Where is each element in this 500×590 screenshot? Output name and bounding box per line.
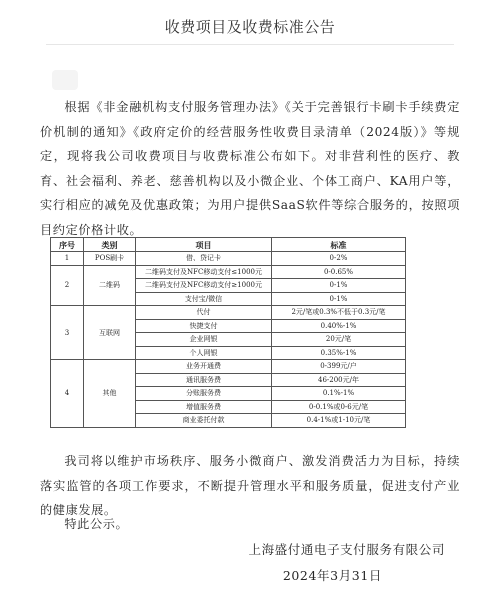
company-signature: 上海盛付通电子支付服务有限公司: [248, 542, 445, 557]
fee-standard: 0-0.65%: [272, 265, 406, 279]
fee-item: 业务开通费: [136, 360, 272, 374]
notice-line: 特此公示。: [64, 517, 129, 531]
header-standard: 标准: [272, 238, 406, 252]
fee-item: 支付宝/微信: [136, 292, 272, 306]
fee-standard: 2元/笔或0.3%不低于0.3元/笔: [272, 306, 406, 320]
group-category: POS刷卡: [84, 252, 136, 266]
group-no: 2: [51, 265, 84, 306]
fee-standard: 0-1%: [272, 292, 406, 306]
watermark-mark: [52, 70, 78, 90]
closing-paragraph: 我司将以维护市场秩序、服务小微商户、激发消费活力为目标，持续落实监管的各项工作要求，不断提升管理水平和服务质量，促进支付产业的健康发展。: [40, 454, 460, 517]
fee-standard: 0-0.1%或0-6元/笔: [272, 400, 406, 414]
fee-item: 借、贷记卡: [136, 252, 272, 266]
fee-standard: 20元/笔: [272, 333, 406, 347]
group-no: 3: [51, 306, 84, 360]
table-row: [51, 265, 406, 279]
fee-item: 二维码支付及NFC移动支付≤1000元: [136, 265, 272, 279]
header-no: 序号: [51, 238, 84, 252]
fee-table: [50, 237, 406, 428]
fee-item: 商业委托付款: [136, 414, 272, 428]
fee-standard: 0.4-1%或1-10元/笔: [272, 414, 406, 428]
notice-title: 收费项目及收费标准公告: [164, 18, 336, 36]
group-category: 互联网: [84, 306, 136, 360]
fee-item: 分账服务费: [136, 387, 272, 401]
fee-item: 代付: [136, 306, 272, 320]
fee-item: 增值服务费: [136, 400, 272, 414]
group-category: 其他: [84, 360, 136, 428]
fee-standard: 0-399元/户: [272, 360, 406, 374]
fee-standard: 0-2%: [272, 252, 406, 266]
header-item: 项目: [136, 238, 272, 252]
table-row: [51, 306, 406, 320]
table-row: [51, 252, 406, 266]
fee-standard: 0.40%-1%: [272, 319, 406, 333]
title-divider: [46, 44, 454, 45]
fee-item: 个人网银: [136, 346, 272, 360]
table-header-row: [51, 238, 406, 252]
fee-item: 通讯服务费: [136, 373, 272, 387]
header-category: 类别: [84, 238, 136, 252]
fee-standard: 0.1%-1%: [272, 387, 406, 401]
fee-standard: 0-1%: [272, 279, 406, 293]
intro-paragraph: 根据《非金融机构支付服务管理办法》《关于完善银行卡刷卡手续费定价机制的通知》《政府定价的经营服务性收费目录清单（2024版）》等规定，现将我公司收费项目与收费标准公布如下。对非营利性的医疗、教育、社会福利、养老、慈善机构以及小微企业、个体工商户、KA用户等，实行相应的减免及优惠政策；为用户提供SaaS软件等综合服务的，按照项目约定价格计收。: [40, 100, 460, 237]
group-no: 4: [51, 360, 84, 428]
fee-item: 二维码支付及NFC移动支付≥1000元: [136, 279, 272, 293]
group-category: 二维码: [84, 265, 136, 306]
signature-date: 2024年3月31日: [282, 568, 382, 583]
table-row: [51, 360, 406, 374]
fee-item: 企业网银: [136, 333, 272, 347]
fee-item: 快捷支付: [136, 319, 272, 333]
group-no: 1: [51, 252, 84, 266]
fee-standard: 46-200元/年: [272, 373, 406, 387]
fee-standard: 0.35%-1%: [272, 346, 406, 360]
